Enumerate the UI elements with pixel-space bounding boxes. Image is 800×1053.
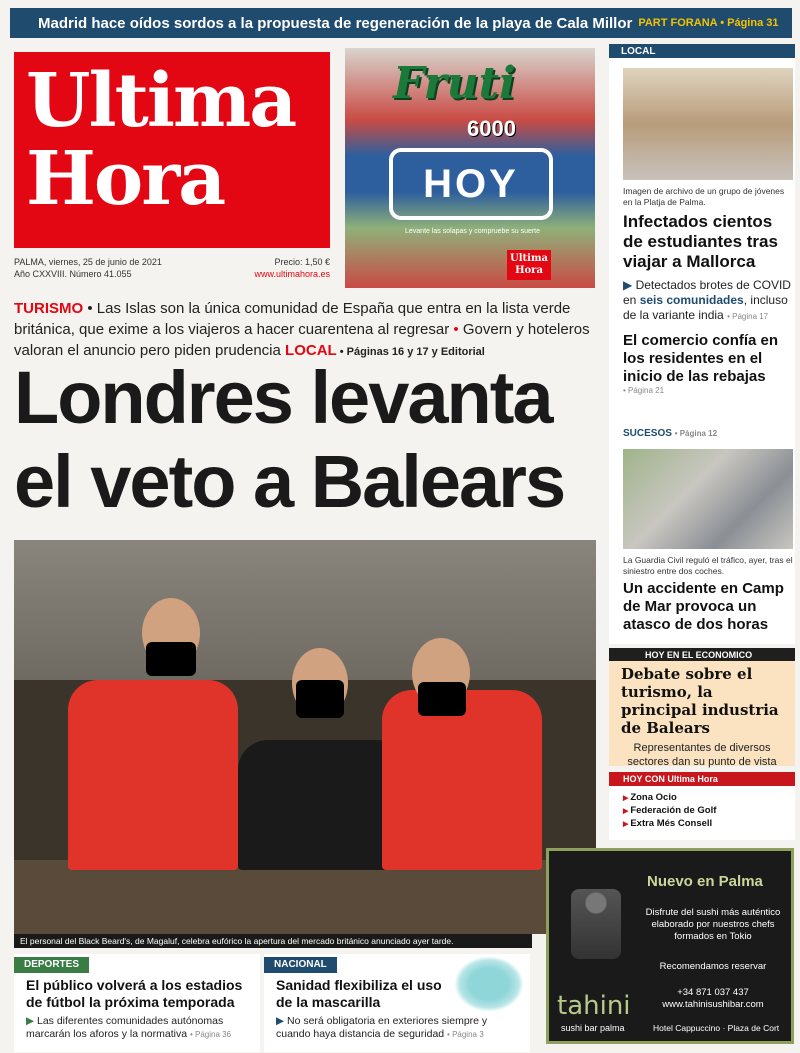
teaser-keyword-local: LOCAL [285,342,337,359]
teaser-separator: • [453,321,459,338]
photo-counter [14,860,596,934]
website-link[interactable]: www.ultimahora.es [254,269,330,279]
sucesos-caption: La Guardia Civil reguló el tráfico, ayer, tras el siniestro entre dos coches. [623,555,793,576]
deportes-body: ▶ Las diferentes comunidades autónomas marcarán los aforos y la normativa • Página 36 [26,1015,232,1040]
local-headline[interactable]: Infectados cientos de estudiantes tras viajar a Mallorca [623,212,778,271]
hoy-con-item[interactable]: ▶ Extra Més Consell [623,818,795,831]
hoy-con-item[interactable]: ▶ Federación de Golf [623,805,795,818]
lead-teaser[interactable] [14,298,596,363]
ad-title: Nuevo en Palma [647,873,763,890]
photo-person-right [382,690,542,870]
promo-badge: HOY [389,148,553,220]
section-label-sucesos: SUCESOS • Página 12 [623,428,718,439]
ad-figure-image [571,889,621,959]
main-photo[interactable] [14,540,596,934]
mask-image [454,956,524,1012]
teaser-keyword-turismo: TURISMO [14,300,84,317]
top-strip-section: PART FORANA • Página 31 [638,17,779,29]
photo-caption: El personal del Black Beard's, de Magaluf, celebra eufórico la apertura del mercado británico anunciado ayer tarde. [14,934,532,948]
ad-brand-sub: sushi bar palma [561,1023,625,1033]
ad-address: Hotel Cappuccino · Plaza de Cort [653,1023,780,1033]
price: Precio: 1,50 € [274,257,330,267]
promo-banner[interactable] [345,48,595,288]
deportes-label: DEPORTES [14,957,89,973]
economico-sub: Representantes de diversos sectores dan su punto de vista [627,742,777,768]
sucesos-headline[interactable]: Un accidente en Camp de Mar provoca un atasco de dos horas [623,580,784,633]
top-strip-headline: Madrid hace oídos sordos a la propuesta de regeneración de la playa de Cala Millor [38,14,633,32]
top-strip[interactable] [10,8,792,38]
nacional-headline: Sanidad flexibiliza el uso de la mascarilla [276,977,442,1010]
commerce-page: • Página 21 [623,386,665,395]
issue-number: Año CXXVIII. Número 41.055 [14,269,132,279]
headline-line2: el veto a Balears [14,440,565,523]
masthead-meta [14,256,330,280]
masthead-logo[interactable] [14,52,330,248]
right-column [609,44,795,644]
hoy-con-item[interactable]: ▶ Zona Ocio [623,792,795,805]
ad-description: Disfrute del sushi más auténtico elaborado por nuestros chefs formados en Tokio [645,907,781,942]
local-summary: ▶ Detectados brotes de COVID en seis comunidades, incluso de la variante india • Página 17 [623,278,791,322]
headline-line1: Londres levanta [14,356,552,439]
photo-mask-right [418,682,466,716]
economico-box[interactable] [609,648,795,766]
photo-mask-left [146,642,196,676]
deportes-box[interactable] [14,954,260,1052]
photo-person-left [68,680,238,870]
main-headline[interactable] [14,356,604,524]
economico-label: HOY EN EL ECONOMICO [609,648,795,661]
economico-headline: Debate sobre el turismo, la principal industria de Balears [621,665,779,737]
nacional-label: NACIONAL [264,957,337,973]
hoy-con-list [609,786,795,831]
photo-mask-center [296,680,344,718]
tahini-ad[interactable] [546,848,794,1044]
hoy-con-box[interactable] [609,772,795,840]
commerce-headline[interactable]: El comercio confía en los residentes en el inicio de las rebajas [623,332,779,385]
teaser-text-2: Govern y hoteleros valoran el anuncio pero piden prudencia [14,321,590,359]
teaser-text-1: • Las Islas son la única comunidad de España que entra en la lista verde británica, que exime a los viajeros a hacer cuarentena al regresar [14,300,571,338]
logo-line2: Hora [26,136,225,222]
local-caption: Imagen de archivo de un grupo de jóvenes en la Platja de Palma. [623,186,785,207]
promo-mini-logo: Ultima Hora [507,250,551,280]
deportes-headline: El público volverá a los estadios de fútbol la próxima temporada [26,977,243,1010]
nacional-box[interactable] [264,954,530,1052]
promo-note: Levante las solapas y compruebe su suerte [405,228,541,235]
promo-brand: Fruti [393,58,516,109]
sucesos-photo[interactable] [623,449,793,549]
ad-contact: +34 871 037 437 www.tahinisushibar.com [662,987,764,1010]
logo-line1: Ultima [26,58,296,144]
section-label-local: LOCAL [609,44,795,58]
place-date: PALMA, viernes, 25 de junio de 2021 [14,257,162,267]
hoy-con-label: HOY CON Ultima Hora [609,772,795,786]
ad-reserve: Recomendamos reservar [659,961,767,972]
teaser-pages: • Páginas 16 y 17 y Editorial [336,346,485,358]
promo-number: 6000 [467,116,516,141]
nacional-body: ▶ No será obligatoria en exteriores siempre y cuando haya distancia de seguridad • Página 3 [276,1015,488,1040]
local-photo[interactable] [623,68,793,180]
ad-brand-logo: tahini [557,991,631,1021]
